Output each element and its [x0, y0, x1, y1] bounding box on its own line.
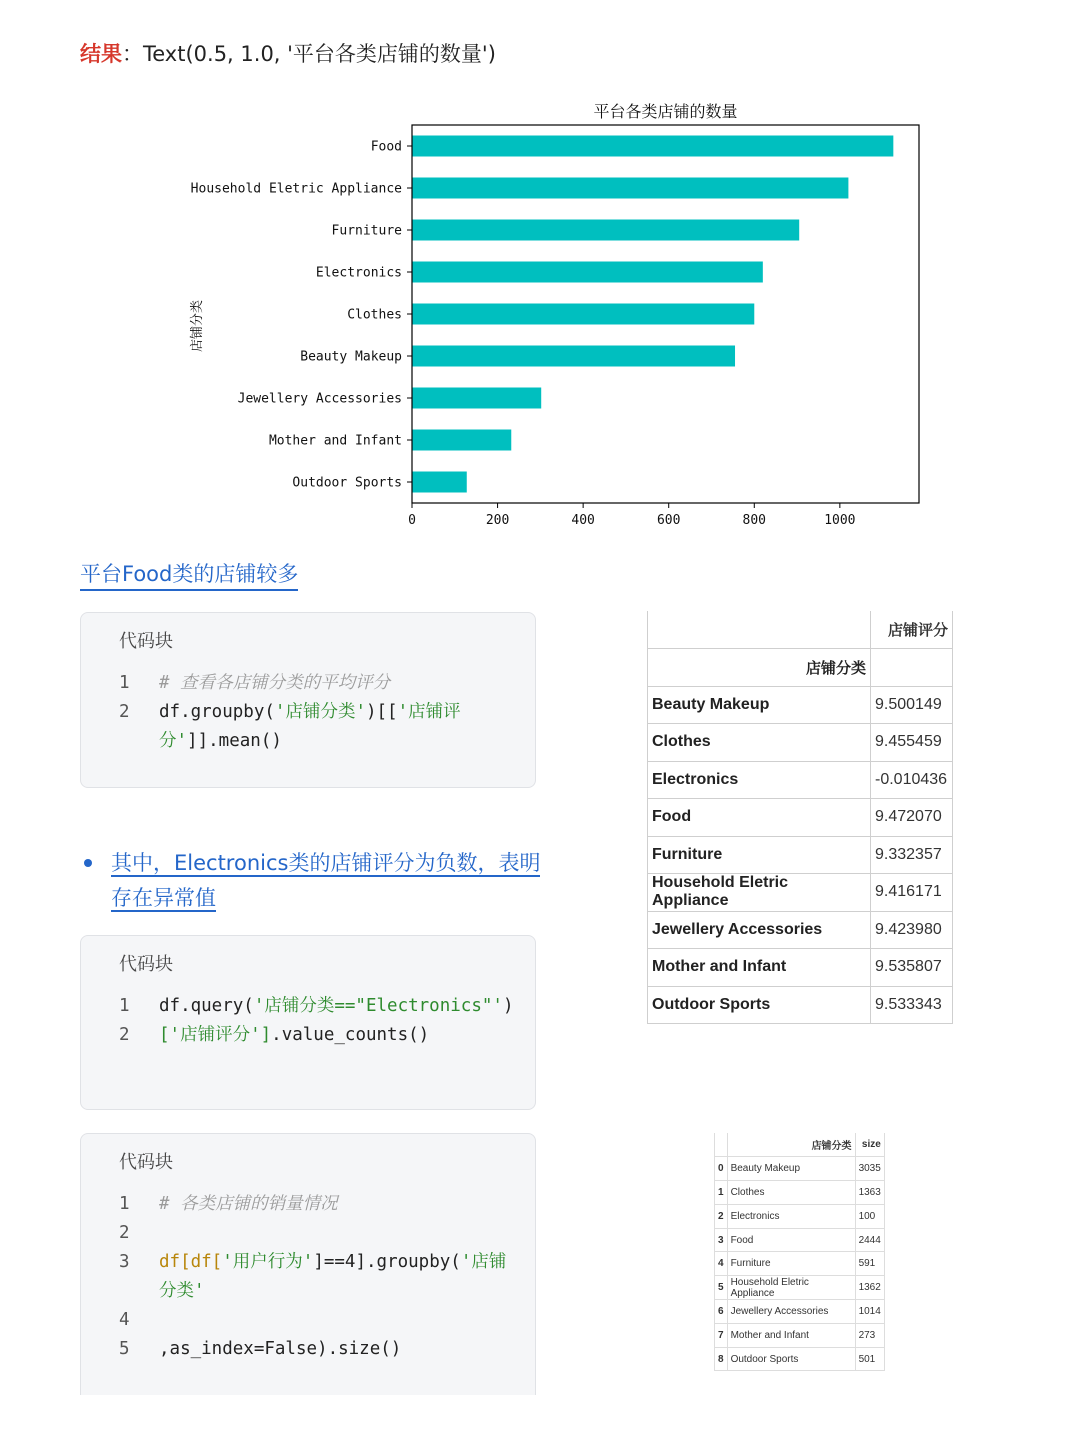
table-empty-cell [871, 649, 953, 687]
row-category: Jewellery Accessories [648, 911, 871, 949]
table-row [648, 874, 953, 912]
bar-furniture [412, 220, 799, 241]
row-rating: 9.416171 [871, 874, 953, 912]
table-row [715, 1204, 885, 1228]
code-string: '店铺分类' [274, 702, 366, 722]
bar-jewellery-accessories [412, 388, 541, 409]
column-header: 店铺评分 [871, 611, 953, 649]
row-rating: 9.472070 [871, 799, 953, 837]
table-row [648, 761, 953, 799]
table-row [715, 1347, 885, 1371]
code-keyword: df [159, 1252, 181, 1272]
line-number: 2 [119, 702, 130, 722]
code-token: ) [502, 996, 514, 1016]
bullet-electronics-note[interactable] [80, 846, 550, 916]
row-category: Electronics [727, 1204, 855, 1228]
row-size: 273 [855, 1323, 884, 1347]
row-index: 5 [715, 1276, 728, 1300]
chart-title: 平台各类店铺的数量 [593, 102, 738, 121]
result-label: 结果 [80, 42, 122, 66]
y-tick-label: Household Eletric Appliance [190, 181, 402, 197]
code-string: ['店铺评分'] [159, 1025, 272, 1045]
table-row [715, 1276, 885, 1300]
row-index: 6 [715, 1300, 728, 1324]
row-size: 1362 [855, 1276, 884, 1300]
table-row [648, 836, 953, 874]
row-index: 8 [715, 1347, 728, 1371]
column-header: 店铺分类 [727, 1133, 855, 1157]
code-string: '店铺分类=="Electronics"' [253, 996, 503, 1016]
bar-beauty-makeup [412, 346, 735, 367]
row-index: 7 [715, 1323, 728, 1347]
line-number: 3 [119, 1252, 130, 1272]
row-index: 4 [715, 1252, 728, 1276]
y-tick-label: Clothes [347, 307, 402, 323]
row-rating: 9.423980 [871, 911, 953, 949]
line-number: 1 [119, 1194, 130, 1214]
line-number: 5 [119, 1339, 130, 1359]
bar-clothes [412, 304, 754, 325]
line-number: 1 [119, 996, 130, 1016]
table-row [648, 799, 953, 837]
row-rating: 9.500149 [871, 686, 953, 724]
row-rating: 9.533343 [871, 986, 953, 1024]
row-category: Clothes [648, 724, 871, 762]
x-tick-label: 0 [408, 513, 416, 528]
code-block-mean-rating [80, 612, 536, 788]
code-token: ,as_index=False).size() [159, 1339, 402, 1359]
table-row [648, 911, 953, 949]
code-comment: # 各类店铺的销量情况 [159, 1194, 338, 1214]
bullet-text: 其中，Electronics类的店铺评分为负数，表明存在异常值 [111, 851, 541, 910]
table-row [648, 686, 953, 724]
code-block-title: 代码块 [119, 1152, 173, 1173]
row-category: Outdoor Sports [727, 1347, 855, 1371]
row-category: Household Eletric Appliance [727, 1276, 855, 1300]
code-line [119, 1021, 515, 1050]
row-category: Household Eletric Appliance [648, 874, 871, 912]
row-category: Clothes [727, 1181, 855, 1205]
bar-household-eletric-appliance [412, 178, 848, 199]
bar-chart [180, 94, 940, 544]
table-row [715, 1300, 885, 1324]
x-tick-label: 800 [742, 513, 767, 528]
table-row [648, 986, 953, 1024]
code-keyword: [df[ [180, 1252, 223, 1272]
bullet-dot [84, 859, 92, 867]
line-number: 2 [119, 1223, 130, 1243]
row-index: 0 [715, 1157, 728, 1181]
row-category: Mother and Infant [648, 949, 871, 987]
table-row [715, 1181, 885, 1205]
result-text: Text(0.5, 1.0, '平台各类店铺的数量') [143, 42, 496, 66]
code-line [119, 992, 515, 1021]
mean-rating-table [647, 611, 953, 1024]
row-rating: -0.010436 [871, 761, 953, 799]
size-table [714, 1133, 885, 1371]
code-comment: # 查看各店铺分类的平均评分 [159, 673, 391, 693]
y-tick-label: Beauty Makeup [300, 349, 402, 365]
row-rating: 9.535807 [871, 949, 953, 987]
table-row [715, 1323, 885, 1347]
line-number: 4 [119, 1310, 130, 1330]
row-size: 100 [855, 1204, 884, 1228]
y-tick-label: Jewellery Accessories [237, 391, 402, 407]
row-size: 3035 [855, 1157, 884, 1181]
code-line [119, 1248, 515, 1306]
y-axis-label: 店铺分类 [190, 299, 205, 353]
code-string: '店铺分类' [159, 1252, 507, 1301]
x-tick-label: 200 [485, 513, 510, 528]
table-index-header-row [648, 649, 953, 687]
row-category: Electronics [648, 761, 871, 799]
code-token: ]].mean() [187, 731, 282, 751]
column-header: size [855, 1133, 884, 1157]
code-token: )[[ [365, 702, 398, 722]
row-category: Mother and Infant [727, 1323, 855, 1347]
x-tick-label: 1000 [824, 513, 856, 528]
table-row [715, 1228, 885, 1252]
code-line [119, 1306, 515, 1335]
bar-mother-and-infant [412, 430, 511, 451]
row-size: 501 [855, 1347, 884, 1371]
line-number: 2 [119, 1025, 130, 1045]
table-row [648, 949, 953, 987]
row-rating: 9.455459 [871, 724, 953, 762]
table-row [715, 1252, 885, 1276]
x-tick-label: 600 [656, 513, 681, 528]
code-line [119, 698, 515, 756]
result-colon: ： [122, 42, 143, 66]
row-category: Food [727, 1228, 855, 1252]
row-category: Furniture [727, 1252, 855, 1276]
code-token: ]==4].groupby( [313, 1252, 461, 1272]
code-token: df.groupby( [159, 702, 275, 722]
code-line [119, 1190, 515, 1219]
row-category: Outdoor Sports [648, 986, 871, 1024]
row-rating: 9.332357 [871, 836, 953, 874]
row-index: 2 [715, 1204, 728, 1228]
table-row [715, 1157, 885, 1181]
result-line [80, 38, 496, 68]
table-row [648, 724, 953, 762]
row-category: Food [648, 799, 871, 837]
row-size: 591 [855, 1252, 884, 1276]
row-size: 1014 [855, 1300, 884, 1324]
index-header: 店铺分类 [648, 649, 871, 687]
table-header-row [648, 611, 953, 649]
code-line [119, 669, 515, 698]
row-size: 2444 [855, 1228, 884, 1252]
code-block-sales [80, 1133, 536, 1395]
code-block-title: 代码块 [119, 954, 173, 975]
table-header-row [715, 1133, 885, 1157]
code-line [119, 1219, 515, 1248]
y-tick-label: Electronics [315, 265, 402, 281]
code-block-title: 代码块 [119, 631, 173, 652]
bar-outdoor-sports [412, 472, 467, 493]
row-size: 1363 [855, 1181, 884, 1205]
code-token: df.query( [159, 996, 254, 1016]
section-link-food[interactable]: 平台Food类的店铺较多 [80, 558, 298, 591]
x-tick-label: 400 [571, 513, 595, 528]
y-tick-label: Furniture [331, 223, 402, 239]
bar-electronics [412, 262, 763, 283]
y-tick-label: Food [370, 139, 402, 155]
code-token: .value_counts() [271, 1025, 430, 1045]
table-corner [715, 1133, 728, 1157]
code-string: '店铺评分' [159, 702, 461, 751]
y-tick-label: Outdoor Sports [292, 475, 402, 491]
code-line [119, 1335, 515, 1364]
row-category: Beauty Makeup [648, 686, 871, 724]
line-number: 1 [119, 673, 130, 693]
code-string: '用户行为' [222, 1252, 314, 1272]
row-index: 3 [715, 1228, 728, 1252]
row-category: Jewellery Accessories [727, 1300, 855, 1324]
row-index: 1 [715, 1181, 728, 1205]
y-tick-label: Mother and Infant [268, 433, 402, 449]
row-category: Beauty Makeup [727, 1157, 855, 1181]
code-block-query [80, 935, 536, 1110]
bar-food [412, 136, 893, 157]
table-corner [648, 611, 871, 649]
row-category: Furniture [648, 836, 871, 874]
